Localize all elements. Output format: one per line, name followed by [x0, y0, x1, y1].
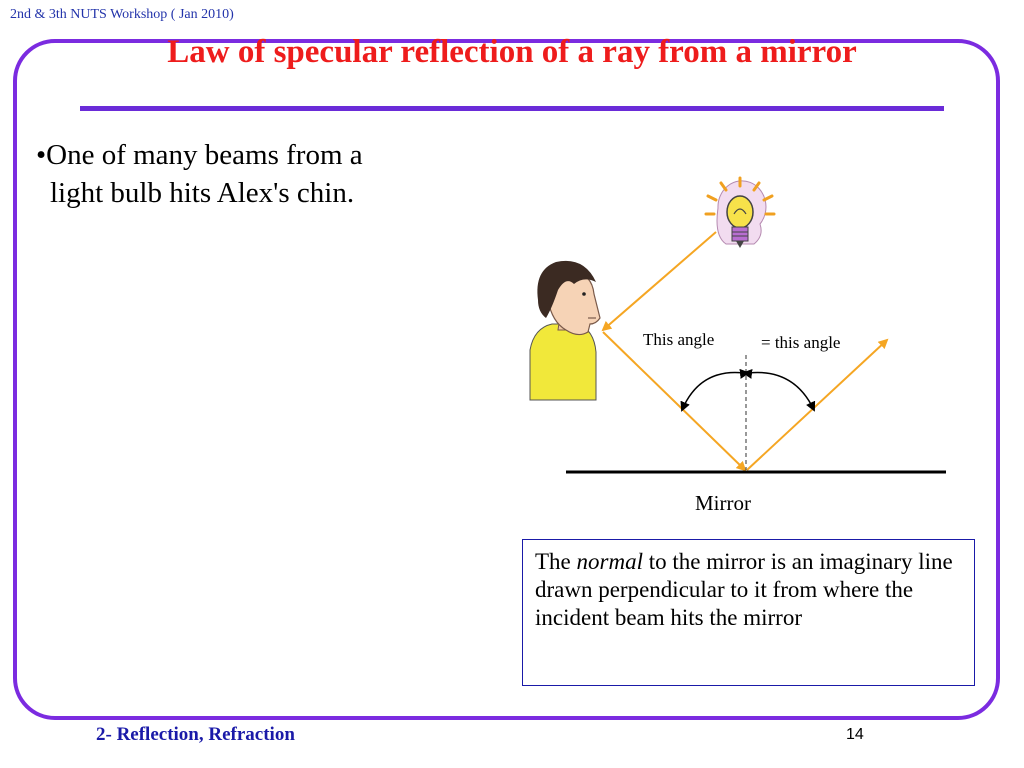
incident-ray-to-mirror	[603, 332, 745, 470]
person-alex-icon	[530, 261, 600, 400]
note-prefix: The	[535, 549, 577, 574]
note-suffix: to the mirror is an imaginary line drawn perpendicular to it from where the incident beam hits the mirror	[535, 549, 953, 630]
this-angle-label: This angle	[643, 330, 715, 349]
slide-title: Law of specular reflection of a ray from a mirror	[167, 34, 857, 70]
incident-ray-to-chin	[603, 232, 716, 330]
note-emphasis: normal	[576, 549, 643, 574]
bullet-line-2: light bulb hits Alex's chin.	[50, 177, 355, 209]
bullet-line-1: •One of many beams from a	[36, 139, 363, 171]
workshop-header: 2nd & 3th NUTS Workshop ( Jan 2010)	[10, 7, 234, 22]
reflected-ray	[747, 340, 887, 470]
right-angle-arc	[748, 372, 814, 410]
light-bulb-icon	[706, 178, 774, 248]
page-number: 14	[846, 726, 864, 743]
equal-angle-label: = this angle	[761, 333, 841, 352]
normal-definition-box	[522, 539, 975, 686]
left-angle-arc	[682, 372, 744, 410]
mirror-label: Mirror	[695, 491, 751, 515]
footer-section: 2- Reflection, Refraction	[96, 724, 295, 745]
